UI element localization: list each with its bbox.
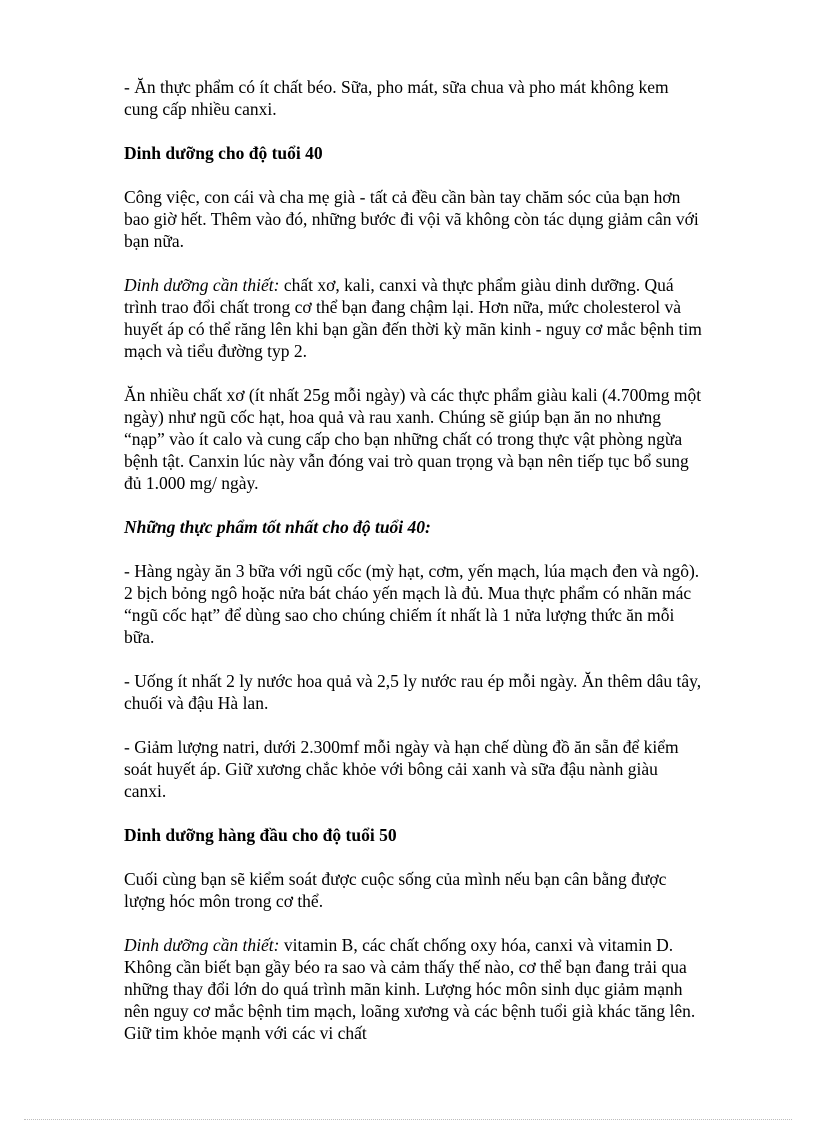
page-bottom-divider	[24, 1119, 792, 1120]
paragraph-sodium: - Giảm lượng natri, dưới 2.300mf mỗi ngày và hạn chế dùng đồ ăn sẵn để kiểm soát huyết áp. Giữ xương chắc khỏe với bông cải xanh và sữa đậu nành giàu canxi.	[124, 737, 679, 801]
paragraph-work-family: Công việc, con cái và cha mẹ già - tất cả đều cần bàn tay chăm sóc của bạn hơn bao giờ hết. Thêm vào đó, những bước đi vội vã không còn tác dụng giảm cân với bạn nữa.	[124, 187, 699, 251]
lead-label: Dinh dưỡng cần thiết:	[124, 935, 280, 955]
paragraph-needed-nutrition-50	[124, 934, 704, 1044]
paragraph-needed-nutrition-40	[124, 274, 704, 362]
paragraph-hormones: Cuối cùng bạn sẽ kiểm soát được cuộc sống của mình nếu bạn cân bằng được lượng hóc môn trong cơ thể.	[124, 869, 667, 911]
heading-age-40: Dinh dưỡng cho độ tuổi 40	[124, 143, 323, 163]
document-page	[124, 76, 704, 1066]
paragraph-text: chất xơ, kali, canxi và thực phẩm giàu dinh dưỡng. Quá trình trao đổi chất trong cơ thể bạn đang chậm lại. Hơn nữa, mức cholesterol và huyết áp có thể răng lên khi bạn gần đến thời kỳ mãn kinh - nguy cơ mắc bệnh tim mạch và tiểu đường typ 2.	[124, 275, 702, 361]
heading-age-50: Dinh dưỡng hàng đầu cho độ tuổi 50	[124, 825, 397, 845]
paragraph-juice: - Uống ít nhất 2 ly nước hoa quả và 2,5 ly nước rau ép mỗi ngày. Ăn thêm dâu tây, chuối và đậu Hà lan.	[124, 671, 702, 713]
paragraph-dairy: - Ăn thực phẩm có ít chất béo. Sữa, pho mát, sữa chua và pho mát không kem cung cấp nhiều canxi.	[124, 77, 669, 119]
heading-best-foods-40: Những thực phẩm tốt nhất cho độ tuổi 40:	[124, 517, 431, 537]
paragraph-fiber-potassium: Ăn nhiều chất xơ (ít nhất 25g mỗi ngày) và các thực phẩm giàu kali (4.700mg một ngày) như ngũ cốc hạt, hoa quả và rau xanh. Chúng sẽ giúp bạn ăn no nhưng “nạp” vào ít calo và cung cấp cho bạn những chất có trong thực vật phòng ngừa bệnh tật. Canxin lúc này vẫn đóng vai trò quan trọng và bạn nên tiếp tục bổ sung đủ 1.000 mg/ ngày.	[124, 385, 702, 493]
paragraph-grains: - Hàng ngày ăn 3 bữa với ngũ cốc (mỳ hạt, cơm, yến mạch, lúa mạch đen và ngô). 2 bịch bỏng ngô hoặc nửa bát cháo yến mạch là đủ. Mua thực phẩm có nhãn mác “ngũ cốc hạt” để dùng sao cho chúng chiếm ít nhất là 1 nửa lượng thức ăn mỗi bữa.	[124, 561, 700, 647]
lead-label: Dinh dưỡng cần thiết:	[124, 275, 280, 295]
paragraph-text: vitamin B, các chất chống oxy hóa, canxi và vitamin D. Không cần biết bạn gầy béo ra sao và cảm thấy thế nào, cơ thể bạn đang trải qua những thay đổi lớn do quá trình mãn kinh. Lượng hóc môn sinh dục giảm mạnh nên nguy cơ mắc bệnh tim mạch, loãng xương và các bệnh tuổi già khác tăng lên. Giữ tim khỏe mạnh với các vi chất	[124, 935, 696, 1043]
